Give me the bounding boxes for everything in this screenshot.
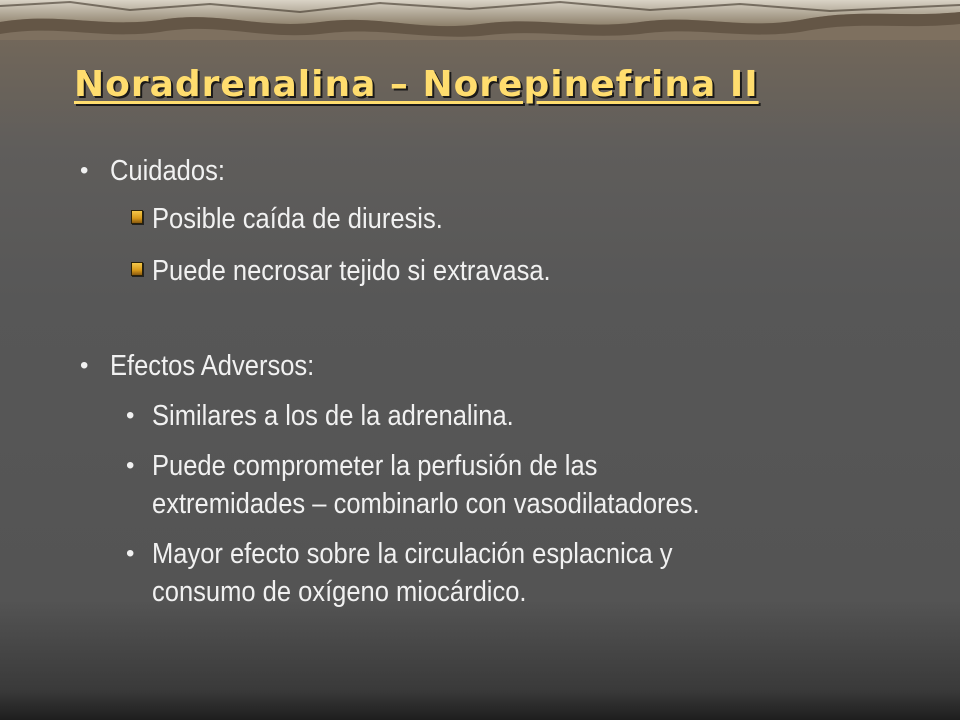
list-item: Puede necrosar tejido si extravasa. <box>152 255 551 287</box>
section-heading-cuidados: Cuidados: <box>110 155 225 187</box>
list-item: Similares a los de la adrenalina. <box>152 400 514 432</box>
section-heading-efectos-adversos: Efectos Adversos: <box>110 350 315 382</box>
bullet-dot-icon: • <box>80 157 89 184</box>
bullet-dot-icon: • <box>126 540 135 567</box>
bullet-dot-icon: • <box>126 402 135 429</box>
list-item: Puede comprometer la perfusión de las <box>152 450 598 482</box>
list-item: Mayor efecto sobre la circulación esplacnica y <box>152 538 673 570</box>
bullet-dot-icon: • <box>80 352 89 379</box>
square-bullet-icon <box>131 210 143 224</box>
slide-title: Noradrenalina – Norepinefrina II <box>74 64 759 105</box>
list-item: Posible caída de diuresis. <box>152 203 443 235</box>
square-bullet-icon <box>131 262 143 276</box>
bullet-dot-icon: • <box>126 452 135 479</box>
decorative-header-texture <box>0 0 960 40</box>
list-item-continuation: consumo de oxígeno miocárdico. <box>152 576 527 608</box>
list-item-continuation: extremidades – combinarlo con vasodilatadores. <box>152 488 700 520</box>
